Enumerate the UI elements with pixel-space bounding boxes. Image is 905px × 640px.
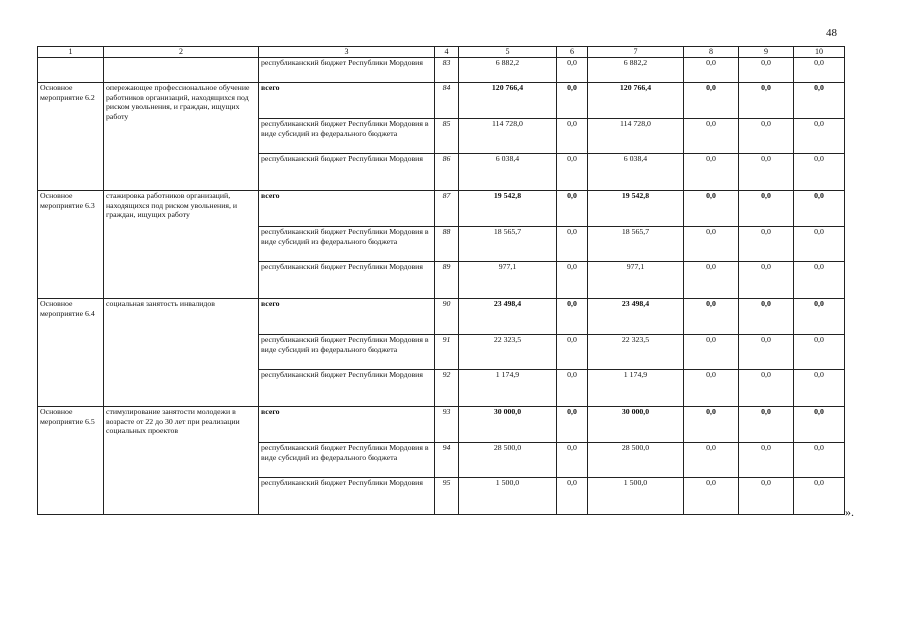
budget-table: [37, 46, 845, 515]
row-code-cell: 90: [435, 299, 459, 335]
value-cell: 23 498,4: [588, 299, 684, 335]
value-cell: 22 323,5: [588, 335, 684, 370]
value-cell: 30 000,0: [459, 407, 557, 443]
funding-source-cell: республиканский бюджет Республики Мордовия: [259, 58, 435, 83]
value-cell: 0,0: [557, 299, 588, 335]
measure-name-cell: Основное мероприятие 6.2: [38, 83, 104, 191]
funding-source-cell: республиканский бюджет Республики Мордовия: [259, 478, 435, 515]
column-number: 9: [739, 47, 794, 58]
closing-quote: ».: [845, 505, 854, 519]
funding-source-cell: всего: [259, 407, 435, 443]
column-number: 4: [435, 47, 459, 58]
value-cell: 1 174,9: [588, 370, 684, 407]
value-cell: 0,0: [557, 83, 588, 119]
column-number: 10: [794, 47, 845, 58]
value-cell: 120 766,4: [588, 83, 684, 119]
row-code-cell: 83: [435, 58, 459, 83]
table-body: [38, 47, 845, 515]
row-code-cell: 87: [435, 191, 459, 227]
row-code-cell: 94: [435, 443, 459, 478]
value-cell: 0,0: [739, 227, 794, 262]
value-cell: 0,0: [684, 154, 739, 191]
value-cell: 0,0: [739, 83, 794, 119]
measure-description-cell: стажировка работников организаций, находящихся под риском увольнения, и граждан, ищущих работу: [104, 191, 259, 299]
measure-description-cell: социальная занятость инвалидов: [104, 299, 259, 407]
measure-description-cell: стимулирование занятости молодежи в возрасте от 22 до 30 лет при реализации социальных проектов: [104, 407, 259, 515]
row-code-cell: 93: [435, 407, 459, 443]
value-cell: 0,0: [794, 262, 845, 299]
value-cell: 0,0: [739, 443, 794, 478]
value-cell: 18 565,7: [588, 227, 684, 262]
row-code-cell: 95: [435, 478, 459, 515]
value-cell: 0,0: [684, 191, 739, 227]
value-cell: 120 766,4: [459, 83, 557, 119]
value-cell: 0,0: [794, 443, 845, 478]
value-cell: 0,0: [684, 58, 739, 83]
value-cell: 0,0: [794, 407, 845, 443]
table-row: [38, 58, 845, 83]
measure-name-cell: Основное мероприятие 6.5: [38, 407, 104, 515]
row-code-cell: 92: [435, 370, 459, 407]
funding-source-cell: всего: [259, 299, 435, 335]
value-cell: 0,0: [794, 299, 845, 335]
table-row: [38, 299, 845, 335]
value-cell: 0,0: [794, 335, 845, 370]
funding-source-cell: республиканский бюджет Республики Мордовия в виде субсидий из федерального бюджета: [259, 335, 435, 370]
value-cell: 0,0: [684, 478, 739, 515]
column-number: 2: [104, 47, 259, 58]
column-number-row: [38, 47, 845, 58]
value-cell: 19 542,8: [588, 191, 684, 227]
funding-source-cell: всего: [259, 191, 435, 227]
row-code-cell: 84: [435, 83, 459, 119]
value-cell: 114 728,0: [459, 119, 557, 154]
measure-name-cell: Основное мероприятие 6.4: [38, 299, 104, 407]
column-number: 1: [38, 47, 104, 58]
funding-source-cell: республиканский бюджет Республики Мордовия: [259, 154, 435, 191]
value-cell: 0,0: [739, 119, 794, 154]
page-number: 48: [826, 27, 837, 39]
row-code-cell: 86: [435, 154, 459, 191]
value-cell: 0,0: [794, 119, 845, 154]
value-cell: 0,0: [739, 262, 794, 299]
value-cell: 18 565,7: [459, 227, 557, 262]
table-row: [38, 83, 845, 119]
value-cell: 23 498,4: [459, 299, 557, 335]
row-code-cell: 85: [435, 119, 459, 154]
value-cell: 0,0: [739, 478, 794, 515]
value-cell: 0,0: [557, 262, 588, 299]
value-cell: 6 038,4: [588, 154, 684, 191]
value-cell: 22 323,5: [459, 335, 557, 370]
funding-source-cell: республиканский бюджет Республики Мордовия в виде субсидий из федерального бюджета: [259, 227, 435, 262]
value-cell: 1 174,9: [459, 370, 557, 407]
value-cell: 0,0: [794, 227, 845, 262]
value-cell: 0,0: [557, 407, 588, 443]
value-cell: 0,0: [684, 119, 739, 154]
value-cell: 1 500,0: [588, 478, 684, 515]
value-cell: 0,0: [739, 299, 794, 335]
value-cell: 0,0: [684, 443, 739, 478]
funding-source-cell: республиканский бюджет Республики Мордовия: [259, 262, 435, 299]
value-cell: 0,0: [557, 227, 588, 262]
value-cell: 0,0: [684, 227, 739, 262]
value-cell: 0,0: [557, 191, 588, 227]
value-cell: 0,0: [557, 154, 588, 191]
funding-source-cell: республиканский бюджет Республики Мордовия в виде субсидий из федерального бюджета: [259, 443, 435, 478]
value-cell: 0,0: [557, 58, 588, 83]
funding-source-cell: республиканский бюджет Республики Мордовия в виде субсидий из федерального бюджета: [259, 119, 435, 154]
column-number: 6: [557, 47, 588, 58]
value-cell: 0,0: [684, 370, 739, 407]
table-row: [38, 191, 845, 227]
column-number: 7: [588, 47, 684, 58]
value-cell: 0,0: [794, 478, 845, 515]
column-number: 3: [259, 47, 435, 58]
measure-description-cell: опережающее профессиональное обучение работников организаций, находящихся под риском увольнения, и граждан, ищущих работу: [104, 83, 259, 191]
value-cell: 1 500,0: [459, 478, 557, 515]
measure-description-cell: [104, 58, 259, 83]
value-cell: 6 882,2: [588, 58, 684, 83]
value-cell: 6 038,4: [459, 154, 557, 191]
funding-source-cell: всего: [259, 83, 435, 119]
value-cell: 0,0: [739, 154, 794, 191]
value-cell: 0,0: [739, 370, 794, 407]
value-cell: 0,0: [739, 58, 794, 83]
value-cell: 0,0: [684, 262, 739, 299]
value-cell: 0,0: [557, 370, 588, 407]
value-cell: 28 500,0: [459, 443, 557, 478]
value-cell: 0,0: [739, 191, 794, 227]
value-cell: 0,0: [557, 443, 588, 478]
value-cell: 6 882,2: [459, 58, 557, 83]
column-number: 8: [684, 47, 739, 58]
value-cell: 0,0: [739, 335, 794, 370]
value-cell: 30 000,0: [588, 407, 684, 443]
value-cell: 0,0: [794, 191, 845, 227]
value-cell: 0,0: [557, 119, 588, 154]
funding-source-cell: республиканский бюджет Республики Мордовия: [259, 370, 435, 407]
row-code-cell: 88: [435, 227, 459, 262]
value-cell: 0,0: [684, 83, 739, 119]
column-number: 5: [459, 47, 557, 58]
value-cell: 0,0: [794, 58, 845, 83]
value-cell: 0,0: [794, 83, 845, 119]
value-cell: 977,1: [459, 262, 557, 299]
table-row: [38, 407, 845, 443]
value-cell: 0,0: [794, 370, 845, 407]
value-cell: 28 500,0: [588, 443, 684, 478]
value-cell: 0,0: [794, 154, 845, 191]
value-cell: 0,0: [684, 335, 739, 370]
row-code-cell: 89: [435, 262, 459, 299]
row-code-cell: 91: [435, 335, 459, 370]
value-cell: 0,0: [557, 478, 588, 515]
value-cell: 114 728,0: [588, 119, 684, 154]
value-cell: 0,0: [684, 407, 739, 443]
value-cell: 19 542,8: [459, 191, 557, 227]
value-cell: 0,0: [684, 299, 739, 335]
measure-name-cell: [38, 58, 104, 83]
measure-name-cell: Основное мероприятие 6.3: [38, 191, 104, 299]
value-cell: 0,0: [739, 407, 794, 443]
value-cell: 977,1: [588, 262, 684, 299]
value-cell: 0,0: [557, 335, 588, 370]
